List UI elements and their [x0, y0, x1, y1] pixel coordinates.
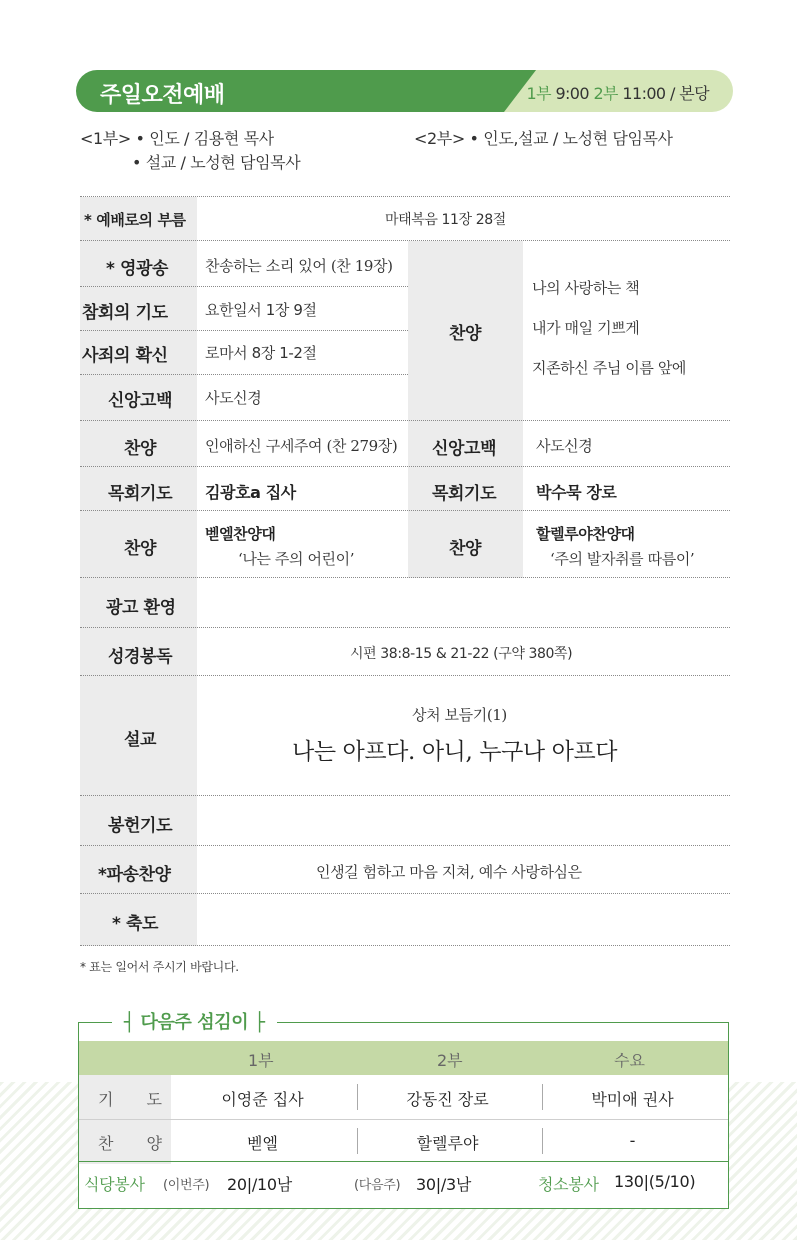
sending-label: *파송찬양	[98, 865, 171, 885]
part2-prayer-label: 목회기도	[432, 484, 497, 504]
part2-choir-name: 할렐루야찬양대	[536, 525, 635, 543]
time-part1: 9:00	[555, 84, 589, 103]
assurance-label: 사죄의 확신	[82, 346, 168, 366]
separator	[357, 1084, 358, 1110]
row-divider	[79, 1119, 728, 1120]
time-part2-label: 2부	[593, 84, 618, 103]
choir-name: 벧엘찬양대	[205, 525, 276, 543]
banner-title-area	[76, 70, 536, 112]
sermon-label: 설교	[124, 730, 157, 750]
order-part1-line2: • 설교 / 노성현 담임목사	[132, 153, 301, 172]
scripture-value: 시편 38:8-15 & 21-22 (구약 380쪽)	[350, 646, 573, 662]
prayer-part2: 강동진 장로	[406, 1090, 489, 1109]
choir-part1: 벧엘	[247, 1134, 278, 1153]
row-announcements	[80, 577, 730, 627]
scripture-label: 성경봉독	[108, 647, 173, 667]
row-sending-hymn	[80, 845, 730, 893]
row-offering-prayer	[80, 795, 730, 845]
prayer-label: 목회기도	[108, 484, 173, 504]
row-sermon	[80, 675, 730, 795]
order-part1-line1: <1부> • 인도 / 김용현 목사	[80, 129, 274, 148]
legend-bar-right: ├	[254, 1012, 265, 1033]
choir-label: 찬양	[124, 539, 157, 559]
separator	[542, 1128, 543, 1154]
prayer-value: 김광호a 집사	[205, 483, 296, 502]
choir-part2: 할렐루야	[416, 1134, 479, 1153]
banner-title: 주일오전예배	[100, 83, 225, 108]
legend-bar-left: ┤	[124, 1012, 135, 1033]
confession-value: 요한일서 1장 9절	[205, 301, 317, 319]
assurance-value: 로마서 8장 1-2절	[205, 344, 317, 362]
row-choir-label: 찬 양	[98, 1134, 176, 1153]
row-call-to-worship	[80, 196, 730, 240]
benediction-label: * 축도	[112, 914, 159, 934]
part2-hymn-2: 내가 매일 기쁘게	[532, 319, 640, 337]
choir-wednesday: -	[629, 1131, 636, 1150]
part2-choir-label: 찬양	[449, 539, 482, 559]
cleaning-label: 청소봉사	[538, 1175, 599, 1194]
col-wednesday: 수요	[614, 1051, 645, 1070]
part2-prayer-value: 박수묵 장로	[536, 483, 617, 502]
part2-hymn-3: 지존하신 주님 이름 앞에	[532, 359, 687, 377]
divider	[80, 286, 408, 287]
col-part1: 1부	[248, 1051, 274, 1070]
offering-label: 봉헌기도	[108, 816, 173, 836]
row-hymn-creed	[80, 420, 730, 466]
service-banner	[76, 70, 733, 112]
kitchen-this: 20|/10남	[227, 1175, 292, 1194]
block-part1-liturgy	[80, 240, 730, 420]
row-benediction	[80, 893, 730, 945]
praise-label: * 영광송	[106, 259, 169, 279]
creed-label: 신앙고백	[108, 391, 173, 411]
call-label: * 예배로의 부름	[84, 211, 186, 229]
col-part2: 2부	[437, 1051, 463, 1070]
part2-creed-value: 사도신경	[536, 437, 593, 455]
banner-time	[527, 81, 710, 104]
sermon-series: 상처 보듬기(1)	[412, 706, 507, 724]
table-bottom-border	[80, 945, 730, 946]
row-scripture	[80, 627, 730, 675]
kitchen-next: 30|/3남	[416, 1175, 471, 1194]
prayer-wednesday: 박미애 권사	[591, 1090, 674, 1109]
divider	[80, 374, 408, 375]
footer-divider	[79, 1161, 728, 1162]
standing-note: * 표는 일어서 주시기 바랍니다.	[80, 960, 239, 974]
row-choir	[80, 510, 730, 577]
cleaning-value: 130|(5/10)	[614, 1172, 696, 1191]
divider	[80, 330, 408, 331]
part2-hymn-1: 나의 사랑하는 책	[532, 279, 640, 297]
kitchen-this-tag: (이번주)	[163, 1178, 210, 1193]
choir-song: ‘나는 주의 어린이’	[238, 550, 355, 568]
separator	[357, 1128, 358, 1154]
part2-choir-song: ‘주의 발자취를 따름이’	[550, 550, 695, 568]
kitchen-label: 식당봉사	[84, 1175, 145, 1194]
hymn-label: 찬양	[124, 439, 157, 459]
part2-hymn-label: 찬양	[449, 324, 482, 344]
row-pastoral-prayer	[80, 466, 730, 510]
next-week-title-text: 다음주 섬김이	[140, 1012, 249, 1033]
call-value: 마태복음 11장 28절	[385, 212, 506, 228]
prayer-part1: 이영준 집사	[221, 1090, 304, 1109]
creed-value: 사도신경	[205, 389, 262, 407]
separator	[542, 1084, 543, 1110]
confession-label: 참회의 기도	[82, 303, 168, 323]
time-part2: 11:00 / 본당	[622, 84, 709, 103]
time-part1-label: 1부	[526, 84, 551, 103]
row-prayer-label: 기 도	[98, 1090, 176, 1109]
next-week-title	[112, 1008, 277, 1034]
order-part2-line1: <2부> • 인도,설교 / 노성현 담임목사	[414, 129, 673, 148]
praise-value: 찬송하는 소리 있어 (찬 19장)	[205, 257, 393, 275]
part2-creed-label: 신앙고백	[432, 439, 497, 459]
sermon-title: 나는 아프다. 아니, 누구나 아프다	[292, 739, 618, 765]
sending-value: 인생길 험하고 마음 지쳐, 예수 사랑하심은	[316, 863, 582, 881]
kitchen-next-tag: (다음주)	[354, 1178, 401, 1193]
ads-label: 광고 환영	[106, 598, 176, 618]
hymn-value: 인애하신 구세주여 (찬 279장)	[205, 437, 398, 455]
